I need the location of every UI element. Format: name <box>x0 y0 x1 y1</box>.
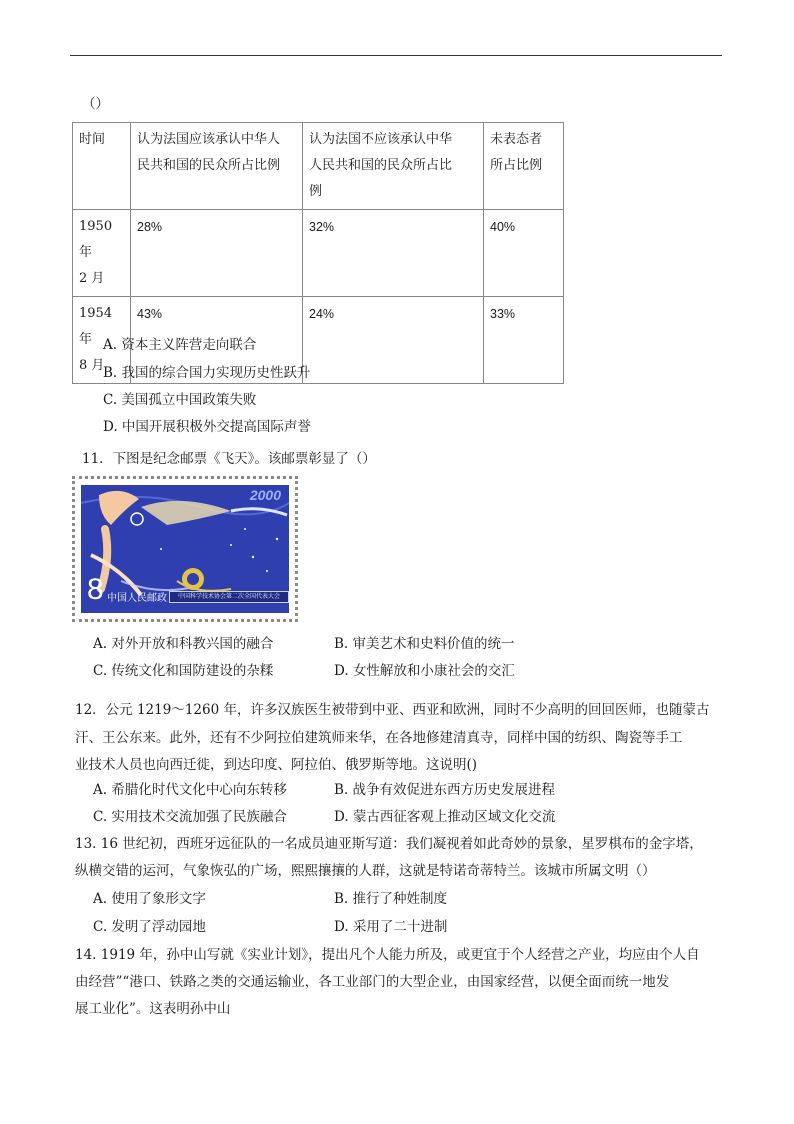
cell-no: 24% <box>303 297 484 384</box>
stamp-caption: 中国科学技术协会第二次全国代表大会 <box>169 591 289 603</box>
q13-option-b: B. 推行了种姓制度 <box>334 891 448 907</box>
q11-option-d: D. 女性解放和小康社会的交汇 <box>334 663 515 679</box>
header-time: 时间 <box>73 123 131 210</box>
q13-option-d: D. 采用了二十进制 <box>334 919 448 935</box>
q12-stem-line-2: 汗、王公东来。此外，还有不少阿拉伯建筑师来华，在各地修建清真寺，同样中国的纺织、陶瓷等手工 <box>75 730 683 746</box>
q14-stem-line-1: 14. 1919 年，孙中山写就《实业计划》，提出凡个人能力所及，或更宜于个人经营之产业，均应由个人自 <box>75 947 700 963</box>
q13-stem-line-1: 13. 16 世纪初，西班牙远征队的一名成员迪亚斯写道：我们凝视着如此奇妙的景象，星罗棋布的金字塔， <box>75 836 703 852</box>
cell-undecided: 40% <box>484 210 564 297</box>
q14-stem-line-3: 展工业化”。这表明孙中山 <box>75 1001 231 1017</box>
cell-time: 1950 年 2 月 <box>73 210 131 297</box>
q12-option-d: D. 蒙古西征客观上推动区域文化交流 <box>334 809 556 825</box>
q12-stem-line-3: 业技术人员也向西迁徙，到达印度、阿拉伯、俄罗斯等地。这说明() <box>75 757 478 773</box>
q11-stem: 11．下图是纪念邮票《飞天》。该邮票彰显了（） <box>82 451 376 467</box>
cell-undecided: 33% <box>484 297 564 384</box>
header-should-recognize: 认为法国应该承认中华人 民共和国的民众所占比例 <box>131 123 303 210</box>
cell-yes: 28% <box>131 210 303 297</box>
table-header-row <box>73 123 564 210</box>
q11-option-b: B. 审美艺术和史料价值的统一 <box>334 636 515 652</box>
q13-option-a: A. 使用了象形文字 <box>93 891 206 907</box>
header-rule <box>70 55 722 56</box>
q13-option-c: C. 发明了浮动园地 <box>93 919 206 935</box>
q12-option-a: A. 希腊化时代文化中心向东转移 <box>93 782 287 798</box>
stamp-year: 2000 <box>249 487 281 503</box>
q12-option-c: C. 实用技术交流加强了民族融合 <box>93 809 287 825</box>
q10-option-c: C. 美国孤立中国政策失败 <box>103 392 257 408</box>
q13-stem-line-2: 纵横交错的运河，气象恢弘的广场，熙熙攘攘的人群，这就是特诺奇蒂特兰。该城市所属文明（） <box>75 863 656 879</box>
q11-option-c: C. 传统文化和国防建设的杂糅 <box>93 663 274 679</box>
cell-time: 1954 年 8 月 <box>73 297 131 384</box>
q10-option-b: B. 我国的综合国力实现历史性跃升 <box>103 365 311 381</box>
q12-option-b: B. 战争有效促进东西方历史发展进程 <box>334 782 556 798</box>
stamp-artwork <box>81 485 289 613</box>
stamp-value: 8 <box>87 573 104 606</box>
q10-stem-tail: （） <box>82 96 109 112</box>
q10-option-d: D. 中国开展积极外交提高国际声誉 <box>103 419 311 435</box>
q14-stem-line-2: 由经营”“港口、铁路之类的交通运输业，各工业部门的大型企业，由国家经营，以便全面而统一地发 <box>75 974 670 990</box>
q11-option-a: A. 对外开放和科教兴国的融合 <box>93 636 274 652</box>
header-undecided: 未表态者 所占比例 <box>484 123 564 210</box>
q12-stem-line-1: 12．公元 1219～1260 年，许多汉族医生被带到中亚、西亚和欧洲，同时不少高明的回回医师，也随蒙古 <box>75 702 710 718</box>
feitian-stamp <box>72 476 298 622</box>
q10-option-a: A. 资本主义阵营走向联合 <box>103 337 257 353</box>
table-row <box>73 210 564 297</box>
cell-no: 32% <box>303 210 484 297</box>
stamp-country: 中国人民邮政 <box>107 593 167 604</box>
header-should-not-recognize: 认为法国不应该承认中华 人民共和国的民众所占比 例 <box>303 123 484 210</box>
cell-yes: 43% <box>131 297 303 384</box>
